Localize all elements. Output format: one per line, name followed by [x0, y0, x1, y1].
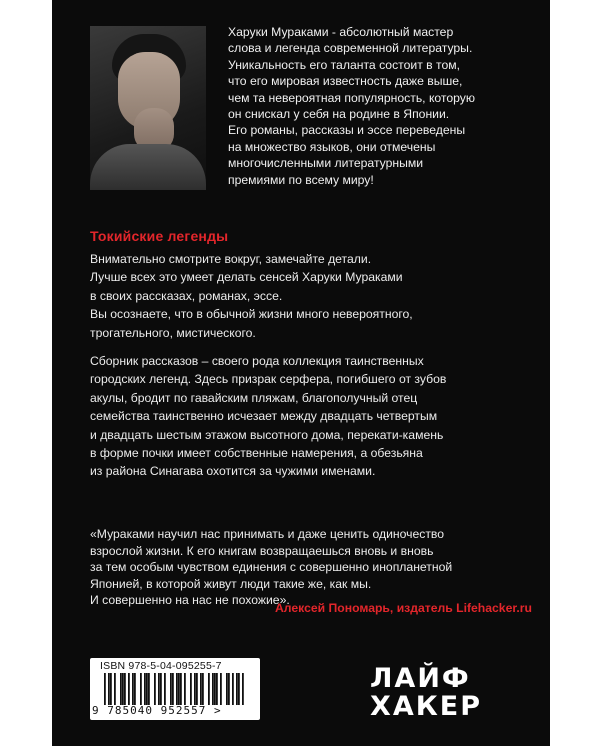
barcode-stripe — [202, 673, 204, 705]
bio-line: Его романы, рассказы и эссе переведены — [228, 123, 466, 138]
barcode-stripe — [134, 673, 136, 705]
paragraph-line: в своих рассказах, романах, эссе. — [90, 288, 283, 303]
barcode-stripe — [216, 673, 218, 705]
barcode-stripe — [196, 673, 198, 705]
review-quote — [90, 526, 520, 609]
barcode-stripe — [146, 673, 148, 705]
barcode-stripe — [228, 673, 230, 705]
logo-line: ЛАЙФ — [370, 663, 471, 694]
paragraph-line: трогательного, мистического. — [90, 325, 256, 340]
barcode-stripe — [140, 673, 142, 705]
barcode-stripe — [114, 673, 116, 705]
barcode-digits: 9 785040 952557 > — [92, 704, 222, 717]
quote-line: за тем особым чувством единения с совершенно инопланетной — [90, 560, 453, 575]
barcode-stripe — [170, 673, 172, 705]
barcode-stripe — [172, 673, 174, 705]
quote-author: Алексей Пономарь, издатель Lifehacker.ru — [274, 601, 532, 615]
quote-line: «Мураками научил нас принимать и даже ценить одиночество — [90, 527, 445, 541]
barcode-stripe — [148, 673, 150, 705]
section-title: Токийские легенды — [90, 228, 229, 244]
author-photo — [90, 26, 206, 190]
barcode-stripe — [164, 673, 166, 705]
paragraph-line: и двадцать шестым этажом высотного дома, перекати-камень — [90, 427, 444, 442]
paragraph-line: в форме почки имеет собственные намерения, а обезьяна — [90, 446, 423, 461]
paragraph-line: из района Синагава охотится за чужими именами. — [90, 464, 376, 479]
barcode-stripe — [242, 673, 244, 705]
bio-line: чем та невероятная популярность, которую — [228, 90, 476, 105]
bio-line: Харуки Мураками - абсолютный мастер — [228, 25, 454, 39]
barcode-stripe — [220, 673, 222, 705]
paragraph-line: Сборник рассказов – своего рода коллекция таинственных — [90, 354, 424, 368]
bio-line: премиями по всему миру! — [228, 172, 374, 187]
quote-line: И совершенно на нас не похожие». — [90, 593, 290, 608]
barcode-stripe — [144, 673, 146, 705]
barcode-stripe — [236, 673, 238, 705]
barcode-stripe — [154, 673, 156, 705]
logo-line: ХАКЕР — [370, 691, 483, 722]
barcode-stripe — [208, 673, 210, 705]
publisher-logo — [370, 665, 500, 721]
barcode-stripe — [122, 673, 124, 705]
barcode-stripe — [226, 673, 228, 705]
barcode-stripe — [108, 673, 110, 705]
barcode-stripe — [184, 673, 186, 705]
barcode-bars — [104, 673, 244, 705]
barcode-stripe — [232, 673, 234, 705]
quote-line: взрослой жизни. К его книгам возвращаешься вновь и вновь — [90, 543, 434, 558]
bio-line: что его мировая известность даже выше, — [228, 74, 463, 89]
barcode-stripe — [160, 673, 162, 705]
isbn-text: ISBN 978-5-04-095255-7 — [100, 660, 222, 672]
paragraph-line: Лучше всех это умеет делать сенсей Харуки Мураками — [90, 270, 403, 285]
barcode — [90, 658, 260, 720]
paragraph-line: акулы, бродит по гавайским пляжам, благополучный отец — [90, 390, 418, 405]
barcode-stripe — [194, 673, 196, 705]
barcode-stripe — [214, 673, 216, 705]
bio-line: он снискал у себя на родине в Японии. — [228, 107, 450, 122]
description-paragraph-1 — [90, 250, 520, 342]
barcode-stripe — [180, 673, 182, 705]
barcode-stripe — [120, 673, 122, 705]
barcode-stripe — [178, 673, 180, 705]
barcode-stripe — [104, 673, 106, 705]
author-bio — [228, 24, 528, 188]
barcode-stripe — [200, 673, 202, 705]
paragraph-line: городских легенд. Здесь призрак серфера, погибшего от зубов — [90, 372, 447, 387]
barcode-stripe — [190, 673, 192, 705]
paragraph-line: Вы осознаете, что в обычной жизни много невероятного, — [90, 307, 413, 322]
barcode-stripe — [128, 673, 130, 705]
bio-line: Уникальность его таланта состоит в том, — [228, 57, 461, 72]
book-back-cover — [52, 0, 550, 746]
barcode-stripe — [110, 673, 112, 705]
barcode-stripe — [212, 673, 214, 705]
paragraph-line: Внимательно смотрите вокруг, замечайте детали. — [90, 252, 372, 266]
barcode-stripe — [176, 673, 178, 705]
barcode-stripe — [132, 673, 134, 705]
paragraph-line: семейства таинственно исчезает между двадцать четвертым — [90, 409, 438, 424]
barcode-stripe — [238, 673, 240, 705]
barcode-stripe — [124, 673, 126, 705]
barcode-stripe — [158, 673, 160, 705]
bio-line: многочисленными литературными — [228, 156, 424, 171]
bio-line: слова и легенда современной литературы. — [228, 41, 473, 56]
description-paragraph-2 — [90, 352, 520, 481]
bio-line: на множество языков, они отмечены — [228, 139, 436, 154]
quote-line: Японией, в которой живут люди такие же, как мы. — [90, 576, 372, 591]
